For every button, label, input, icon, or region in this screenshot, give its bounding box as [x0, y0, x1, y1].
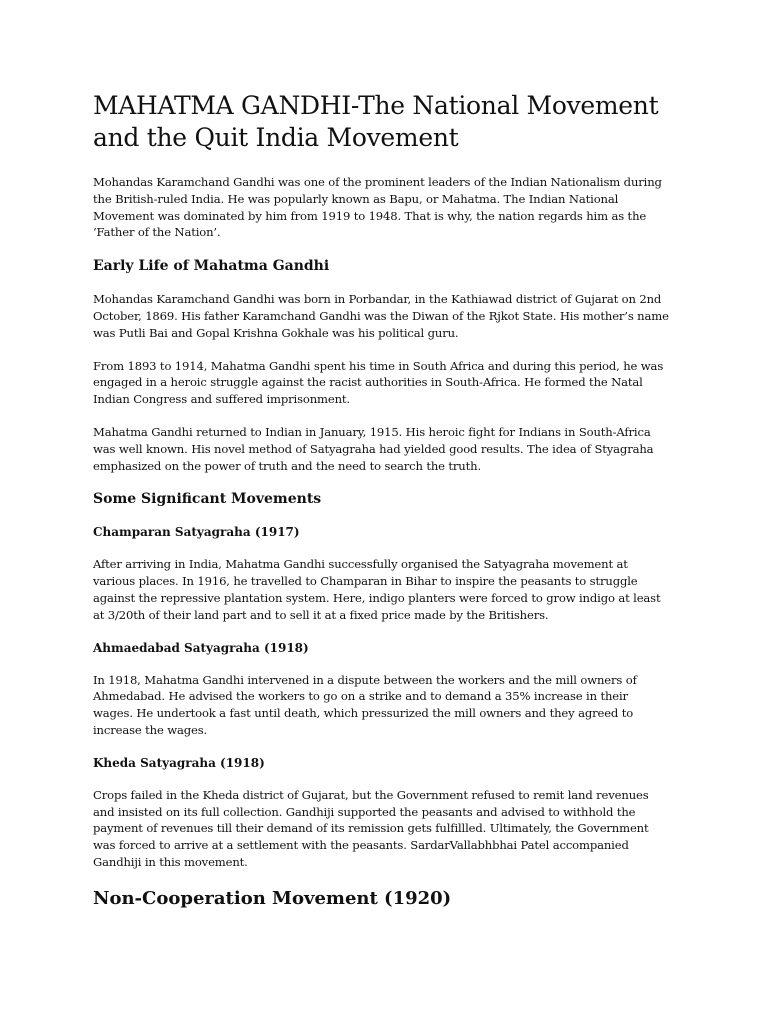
document-title: MAHATMA GANDHI-The National Movement and the Quit India Movement	[93, 91, 659, 152]
champaran-heading: Champaran Satyagraha (1917)	[93, 525, 300, 540]
early-life-paragraph-3: Mahatma Gandhi returned to Indian in January, 1915. His heroic fight for Indians in South-Africa was well known. His novel method of Satyagraha had yielded good results. The idea of Styagraha emphasized on the power of truth and the need to search the truth.	[93, 424, 654, 473]
ahmedabad-paragraph: In 1918, Mahatma Gandhi intervened in a dispute between the workers and the mill owners of Ahmedabad. He advised the workers to go on a strike and to demand a 35% increase in their wages. He undertook a fast until death, which pressurized the mill owners and they agreed to increase the wages.	[93, 672, 637, 737]
kheda-paragraph: Crops failed in the Kheda district of Gujarat, but the Government refused to remit land revenues and insisted on its full collection. Gandhiji supported the peasants and advised to withhold the payment of revenues till their demand of its remission gets fulfillled. Ultimately, the Government was forced to arrive at a settlement with the peasants. SardarVallabhbhai Patel accompanied Gandhiji in this movement.	[93, 787, 649, 869]
intro-paragraph: Mohandas Karamchand Gandhi was one of the prominent leaders of the Indian Nationalism during the British-ruled India. He was popularly known as Bapu, or Mahatma. The Indian National Movement was dominated by him from 1919 to 1948. That is why, the nation regards him as the ‘Father of the Nation’.	[93, 175, 662, 240]
kheda-heading: Kheda Satyagraha (1918)	[93, 755, 265, 770]
early-life-paragraph-1: Mohandas Karamchand Gandhi was born in Porbandar, in the Kathiawad district of Gujarat on 2nd October, 1869. His father Karamchand Gandhi was the Diwan of the Rjkot State. His mother’s name was Putli Bai and Gopal Krishna Gokhale was his political guru.	[93, 292, 669, 340]
non-cooperation-heading: Non-Cooperation Movement (1920)	[93, 887, 452, 909]
movements-heading: Some Significant Movements	[93, 491, 322, 508]
ahmedabad-heading: Ahmaedabad Satyagraha (1918)	[93, 640, 309, 655]
early-life-heading: Early Life of Mahatma Gandhi	[93, 258, 330, 275]
champaran-paragraph: After arriving in India, Mahatma Gandhi successfully organised the Satyagraha movement at various places. In 1916, he travelled to Champaran in Bihar to inspire the peasants to struggle against the repressive plantation system. Here, indigo planters were forced to grow indigo at least at 3/20th of their land part and to sell it at a fixed price made by the Britishers.	[93, 557, 661, 622]
early-life-paragraph-2: From 1893 to 1914, Mahatma Gandhi spent his time in South Africa and during this period, he was engaged in a heroic struggle against the racist authorities in South-Africa. He formed the Natal Indian Congress and suffered imprisonment.	[93, 358, 664, 407]
document-page	[93, 90, 671, 927]
